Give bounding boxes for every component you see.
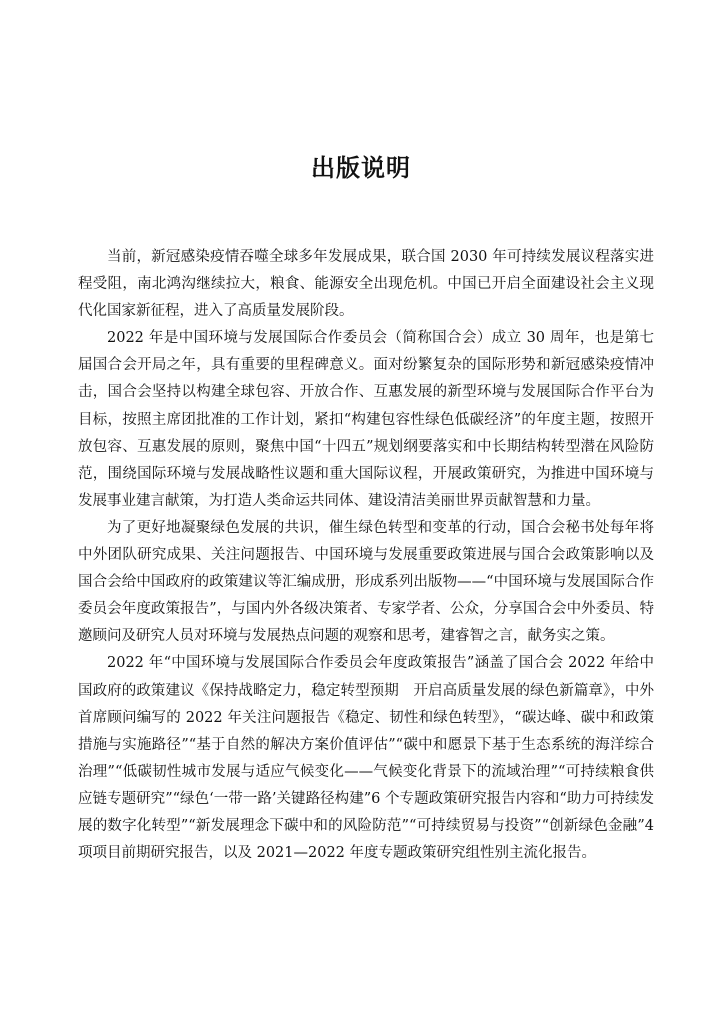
body-text (78, 244, 654, 867)
paragraph-4: 2022 年“中国环境与发展国际合作委员会年度政策报告”涵盖了国合会 2022 年给中国政府的政策建议《保持战略定力，稳定转型预期 开启高质量发展的绿色新篇章》，中外首席顾问编写的 2022 年关注问题报告《稳定、韧性和绿色转型》，“碳达峰、碳中和政策措施与实施路径”“基于自然的解决方案价值评估”“碳中和愿景下基于生态系统的海洋综合治理”“低碳韧性城市发展与适应气候变化——气候变化背景下的流域治理”“可持续粮食供应链专题研究”“绿色‘一带一路’关键路径构建”6 个专题政策研究报告内容和“助力可持续发展的数字化转型”“新发展理念下碳中和的风险防范”“可持续贸易与投资”“创新绿色金融”4 项项目前期研究报告，以及 2021—2022 年度专题政策研究组性别主流化报告。 (78, 655, 654, 862)
paragraph-2: 2022 年是中国环境与发展国际合作委员会（简称国合会）成立 30 周年，也是第七届国合会开局之年，具有重要的里程碑意义。面对纷繁复杂的国际形势和新冠感染疫情冲击，国合会坚持以构建全球包容、开放合作、互惠发展的新型环境与发展国际合作平台为目标，按照主席团批准的工作计划，紧扣“构建包容性绿色低碳经济”的年度主题，按照开放包容、互惠发展的原则，聚焦中国“十四五”规划纲要落实和中长期结构转型潜在风险防范，围绕国际环境与发展战略性议题和重大国际议程，开展政策研究，为推进中国环境与发展事业建言献策，为打造人类命运共同体、建设清洁美丽世界贡献智慧和力量。 (78, 330, 654, 509)
page-title: 出版说明 (311, 154, 411, 182)
paragraph-1: 当前，新冠感染疫情吞噬全球多年发展成果，联合国 2030 年可持续发展议程落实进程受阻，南北鸿沟继续拉大，粮食、能源安全出现危机。中国已开启全面建设社会主义现代化国家新征程，进入了高质量发展阶段。 (78, 249, 654, 320)
paragraph-3: 为了更好地凝聚绿色发展的共识，催生绿色转型和变革的行动，国合会秘书处每年将中外团队研究成果、关注问题报告、中国环境与发展重要政策进展与国合会政策影响以及国合会给中国政府的政策建议等汇编成册，形成系列出版物——“中国环境与发展国际合作委员会年度政策报告”，与国内外各级决策者、专家学者、公众，分享国合会中外委员、特邀顾问及研究人员对环境与发展热点问题的观察和思考，建睿智之言，献务实之策。 (78, 519, 654, 645)
